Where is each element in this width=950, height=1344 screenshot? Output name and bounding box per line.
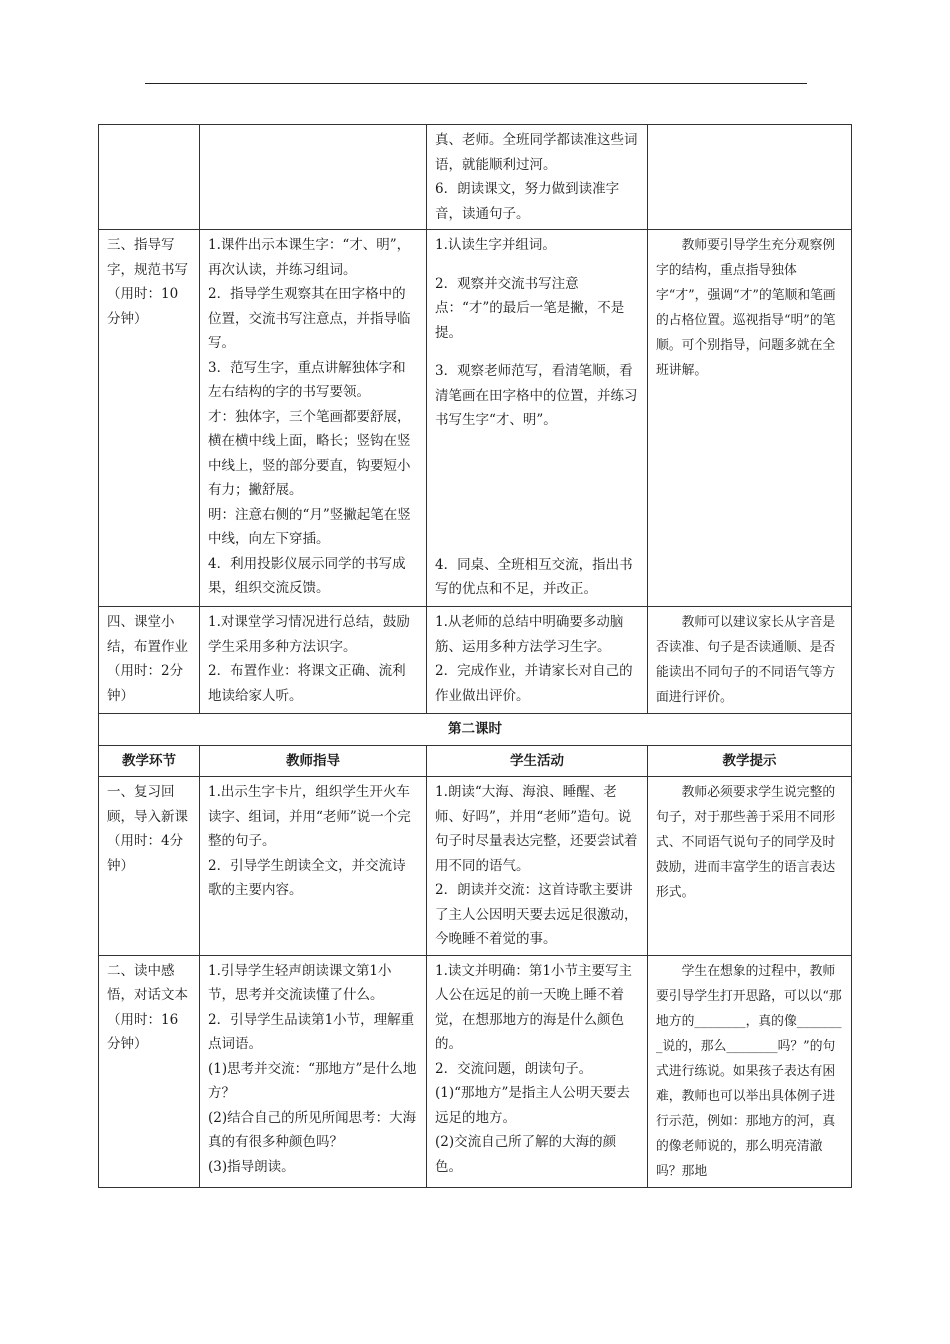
stage-cell	[99, 607, 200, 714]
student-item: 6．朗读课文，努力做到读准字音，读通句子。	[435, 181, 620, 222]
student-item: 1.读文并明确：第1小节主要写主人公在远足的前一天晚上睡不着觉，在想那地方的海是什么颜色的。	[435, 962, 632, 1052]
teacher-cell	[200, 607, 427, 714]
stage-label: 三、指导写字，规范书写（用时：10分钟）	[107, 237, 188, 327]
teacher-item: 明：注意右侧的“月”竖撇起笔在竖中线，向左下穿插。	[208, 506, 411, 547]
header-rule	[145, 83, 807, 84]
hint-cell	[648, 230, 852, 607]
lesson-plan-table	[98, 124, 852, 1188]
teacher-item: 1.出示生字卡片，组织学生开火车读字、组词，并用“老师”说一个完整的句子。	[208, 784, 411, 849]
student-cell	[427, 607, 648, 714]
column-header: 教师指导	[200, 745, 427, 777]
student-item: (1)“那地方”是指主人公明天要去远足的地方。	[435, 1085, 630, 1126]
teacher-item: 2．引导学生品读第1小节，理解重点词语。	[208, 1011, 415, 1052]
stage-label: 一、复习回顾，导入新课（用时：4分钟）	[107, 784, 188, 874]
table-row	[99, 125, 852, 230]
table-header-row	[99, 745, 852, 777]
column-header: 学生活动	[427, 745, 648, 777]
student-item: 2．观察并交流书写注意点：“才”的最后一笔是撇，不是提。	[435, 275, 625, 341]
teacher-cell	[200, 955, 427, 1187]
teacher-item: 4．利用投影仪展示同学的书写成果，组织交流反馈。	[208, 555, 406, 596]
stage-cell	[99, 955, 200, 1187]
student-item: 真、老师。全班同学都读准这些词语，就能顺利过河。	[435, 132, 638, 173]
stage-cell	[99, 125, 200, 230]
teacher-item: 2．指导学生观察其在田字格中的位置，交流书写注意点，并指导临写。	[208, 286, 411, 351]
hint-cell	[648, 955, 852, 1187]
hint-cell	[648, 607, 852, 714]
teacher-item: (1)思考并交流：“那地方”是什么地方？	[208, 1060, 417, 1101]
table-row	[99, 777, 852, 956]
column-header: 教学环节	[99, 745, 200, 777]
hint-cell	[648, 125, 852, 230]
student-item: 2．完成作业，并请家长对自己的作业做出评价。	[435, 663, 633, 704]
student-item: (2)交流自己所了解的大海的颜色。	[435, 1134, 617, 1175]
column-header: 教学提示	[648, 745, 852, 777]
student-item: 2．朗读并交流：这首诗歌主要讲了主人公因明天要去远足很激动，今晚睡不着觉的事。	[435, 882, 638, 947]
teacher-item: 1.课件出示本课生字：“才、明”，再次认读，并练习组词。	[208, 237, 411, 278]
teacher-item: 1.引导学生轻声朗读课文第1小节，思考并交流读懂了什么。	[208, 962, 392, 1003]
teacher-item: 3．范写生字，重点讲解独体字和左右结构的字的书写要领。	[208, 359, 406, 400]
stage-label: 四、课堂小结，布置作业（用时：2分钟）	[107, 614, 188, 704]
table-row	[99, 714, 852, 746]
stage-label: 二、读中感悟，对话文本（用时：16分钟）	[107, 962, 188, 1052]
teacher-item: (2)结合自己的所见所闻思考：大海真的有很多种颜色吗？	[208, 1109, 417, 1150]
stage-cell	[99, 230, 200, 607]
teacher-item: 1.对课堂学习情况进行总结，鼓励学生采用多种方法识字。	[208, 614, 410, 655]
student-cell	[427, 777, 648, 956]
student-cell	[427, 230, 648, 607]
student-item: 3．观察老师范写，看清笔顺，看清笔画在田字格中的位置，并练习书写生字“才、明”。	[435, 363, 638, 428]
teaching-hint: 教师要引导学生充分观察例字的结构，重点指导独体字“才”，强调“才”的笔顺和笔画的占格位置。巡视指导“明”的笔顺。可个别指导，问题多就在全班讲解。	[656, 238, 836, 378]
teaching-hint: 教师必须要求学生说完整的句子，对于那些善于采用不同形式、不同语气说句子的同学及时鼓励，进而丰富学生的语言表达形式。	[656, 785, 836, 900]
hint-cell	[648, 777, 852, 956]
teacher-item: 2．布置作业：将课文正确、流利地读给家人听。	[208, 663, 406, 704]
teaching-hint: 学生在想象的过程中，教师要引导学生打开思路，可以以“那地方的________，真的像________说的，那么________吗？”的句式进行练说。如果孩子表达有困难，教师也可以举出具体例子进行示范，例如：那地方的河，真的像老师说的，那么明亮清澈吗？那地	[656, 963, 842, 1179]
student-item: 1.朗读“大海、海浪、睡醒、老师、好吗”，并用“老师”造句。说句子时尽量表达完整，还要尝试着用不同的语气。	[435, 784, 638, 874]
spacer	[435, 433, 639, 553]
teacher-cell	[200, 230, 427, 607]
student-cell	[427, 955, 648, 1187]
student-item: 1.认读生字并组词。	[435, 237, 556, 253]
teacher-cell	[200, 777, 427, 956]
teacher-cell	[200, 125, 427, 230]
teacher-item: 才：独体字，三个笔画都要舒展，横在横中线上面，略长；竖钩在竖中线上，竖的部分要直，钩要短小有力；撇舒展。	[208, 408, 411, 498]
student-item: 4．同桌、全班相互交流，指出书写的优点和不足，并改正。	[435, 556, 633, 597]
teacher-item: 2．引导学生朗读全文，并交流诗歌的主要内容。	[208, 857, 406, 898]
section-title: 第二课时	[99, 714, 852, 746]
table-row	[99, 607, 852, 714]
spacer	[435, 345, 639, 359]
spacer	[435, 258, 639, 272]
table-row	[99, 230, 852, 607]
student-cell	[427, 125, 648, 230]
teaching-hint: 教师可以建议家长从字音是否读准、句子是否读通顺、是否能读出不同句子的不同语气等方面进行评价。	[656, 615, 836, 705]
student-item: 1.从老师的总结中明确要多动脑筋、运用多种方法学习生字。	[435, 614, 624, 655]
teacher-item: (3)指导朗读。	[208, 1158, 295, 1175]
table-row	[99, 955, 852, 1187]
student-item: 2．交流问题，朗读句子。	[435, 1060, 593, 1077]
stage-cell	[99, 777, 200, 956]
